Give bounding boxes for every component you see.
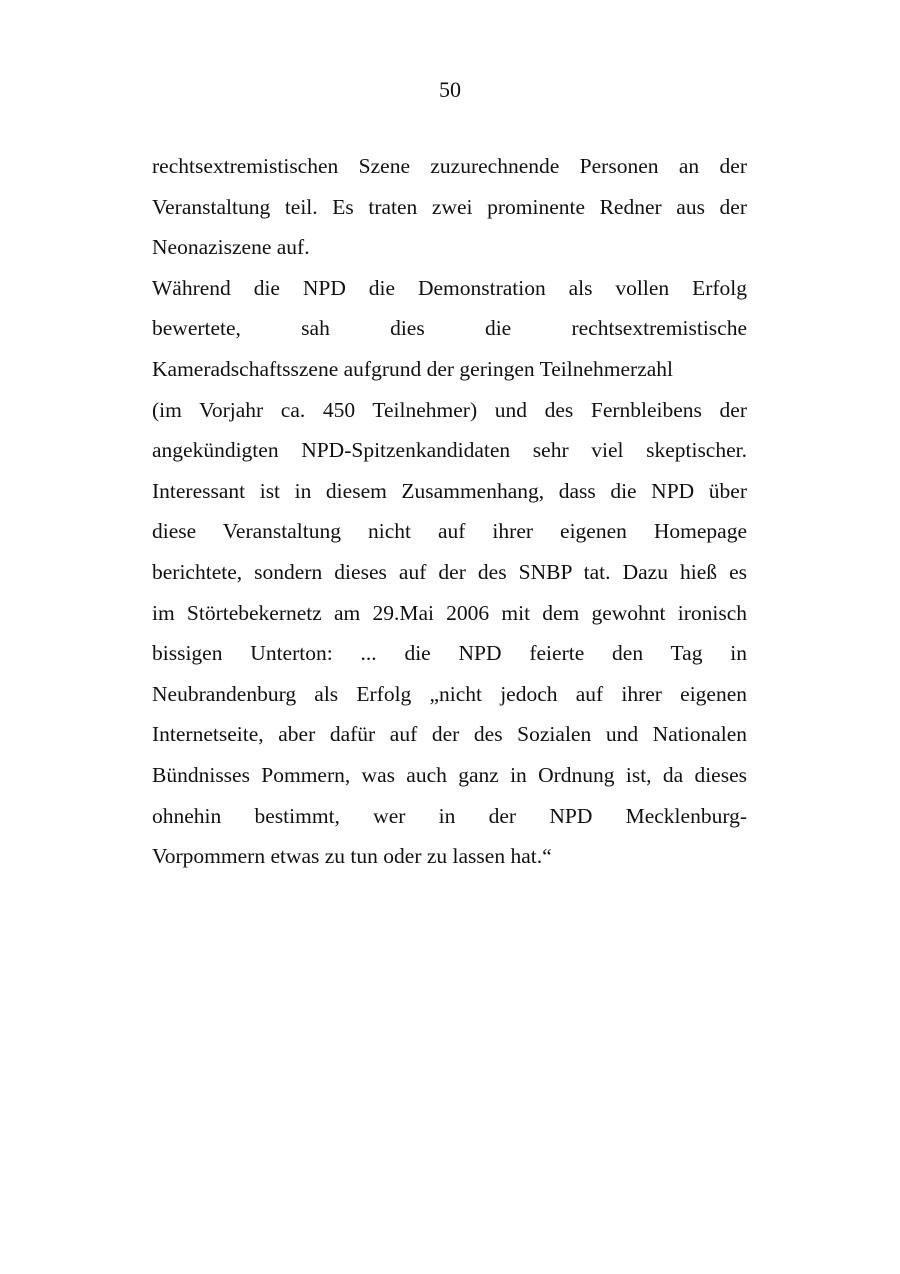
text-line: Veranstaltung teil. Es traten zwei prominente Redner aus der — [152, 194, 747, 219]
text-line: berichtete, sondern dieses auf der des SNBP tat. Dazu hieß es — [152, 559, 747, 584]
text-line: bewertete, sah dies die rechtsextremistische — [152, 316, 747, 341]
text-line: angekündigten NPD-Spitzenkandidaten sehr viel skeptischer. — [152, 438, 747, 463]
text-line: im Störtebekernetz am 29.Mai 2006 mit dem gewohnt ironisch — [152, 600, 747, 625]
text-line: Kameradschaftsszene aufgrund der geringen Teilnehmerzahl — [152, 356, 674, 381]
body-text — [152, 146, 747, 877]
text-line: Während die NPD die Demonstration als vollen Erfolg — [152, 275, 747, 300]
text-line: Bündnisses Pommern, was auch ganz in Ordnung ist, da dieses — [152, 762, 747, 787]
text-line: Internetseite, aber dafür auf der des Sozialen und Nationalen — [152, 722, 747, 747]
text-line: ohnehin bestimmt, wer in der NPD Mecklenburg- — [152, 803, 747, 828]
text-line: bissigen Unterton: ... die NPD feierte den Tag in — [152, 641, 747, 666]
text-line: diese Veranstaltung nicht auf ihrer eigenen Homepage — [152, 519, 747, 544]
text-line: Interessant ist in diesem Zusammenhang, dass die NPD über — [152, 478, 747, 503]
text-line: Neonaziszene auf. — [152, 235, 310, 260]
text-line: Neubrandenburg als Erfolg „nicht jedoch auf ihrer eigenen — [152, 681, 747, 706]
text-line: (im Vorjahr ca. 450 Teilnehmer) und des Fernbleibens der — [152, 397, 747, 422]
text-line: Vorpommern etwas zu tun oder zu lassen hat.“ — [152, 844, 552, 869]
text-line: rechtsextremistischen Szene zuzurechnende Personen an der — [152, 154, 747, 178]
page-number: 50 — [439, 77, 461, 102]
